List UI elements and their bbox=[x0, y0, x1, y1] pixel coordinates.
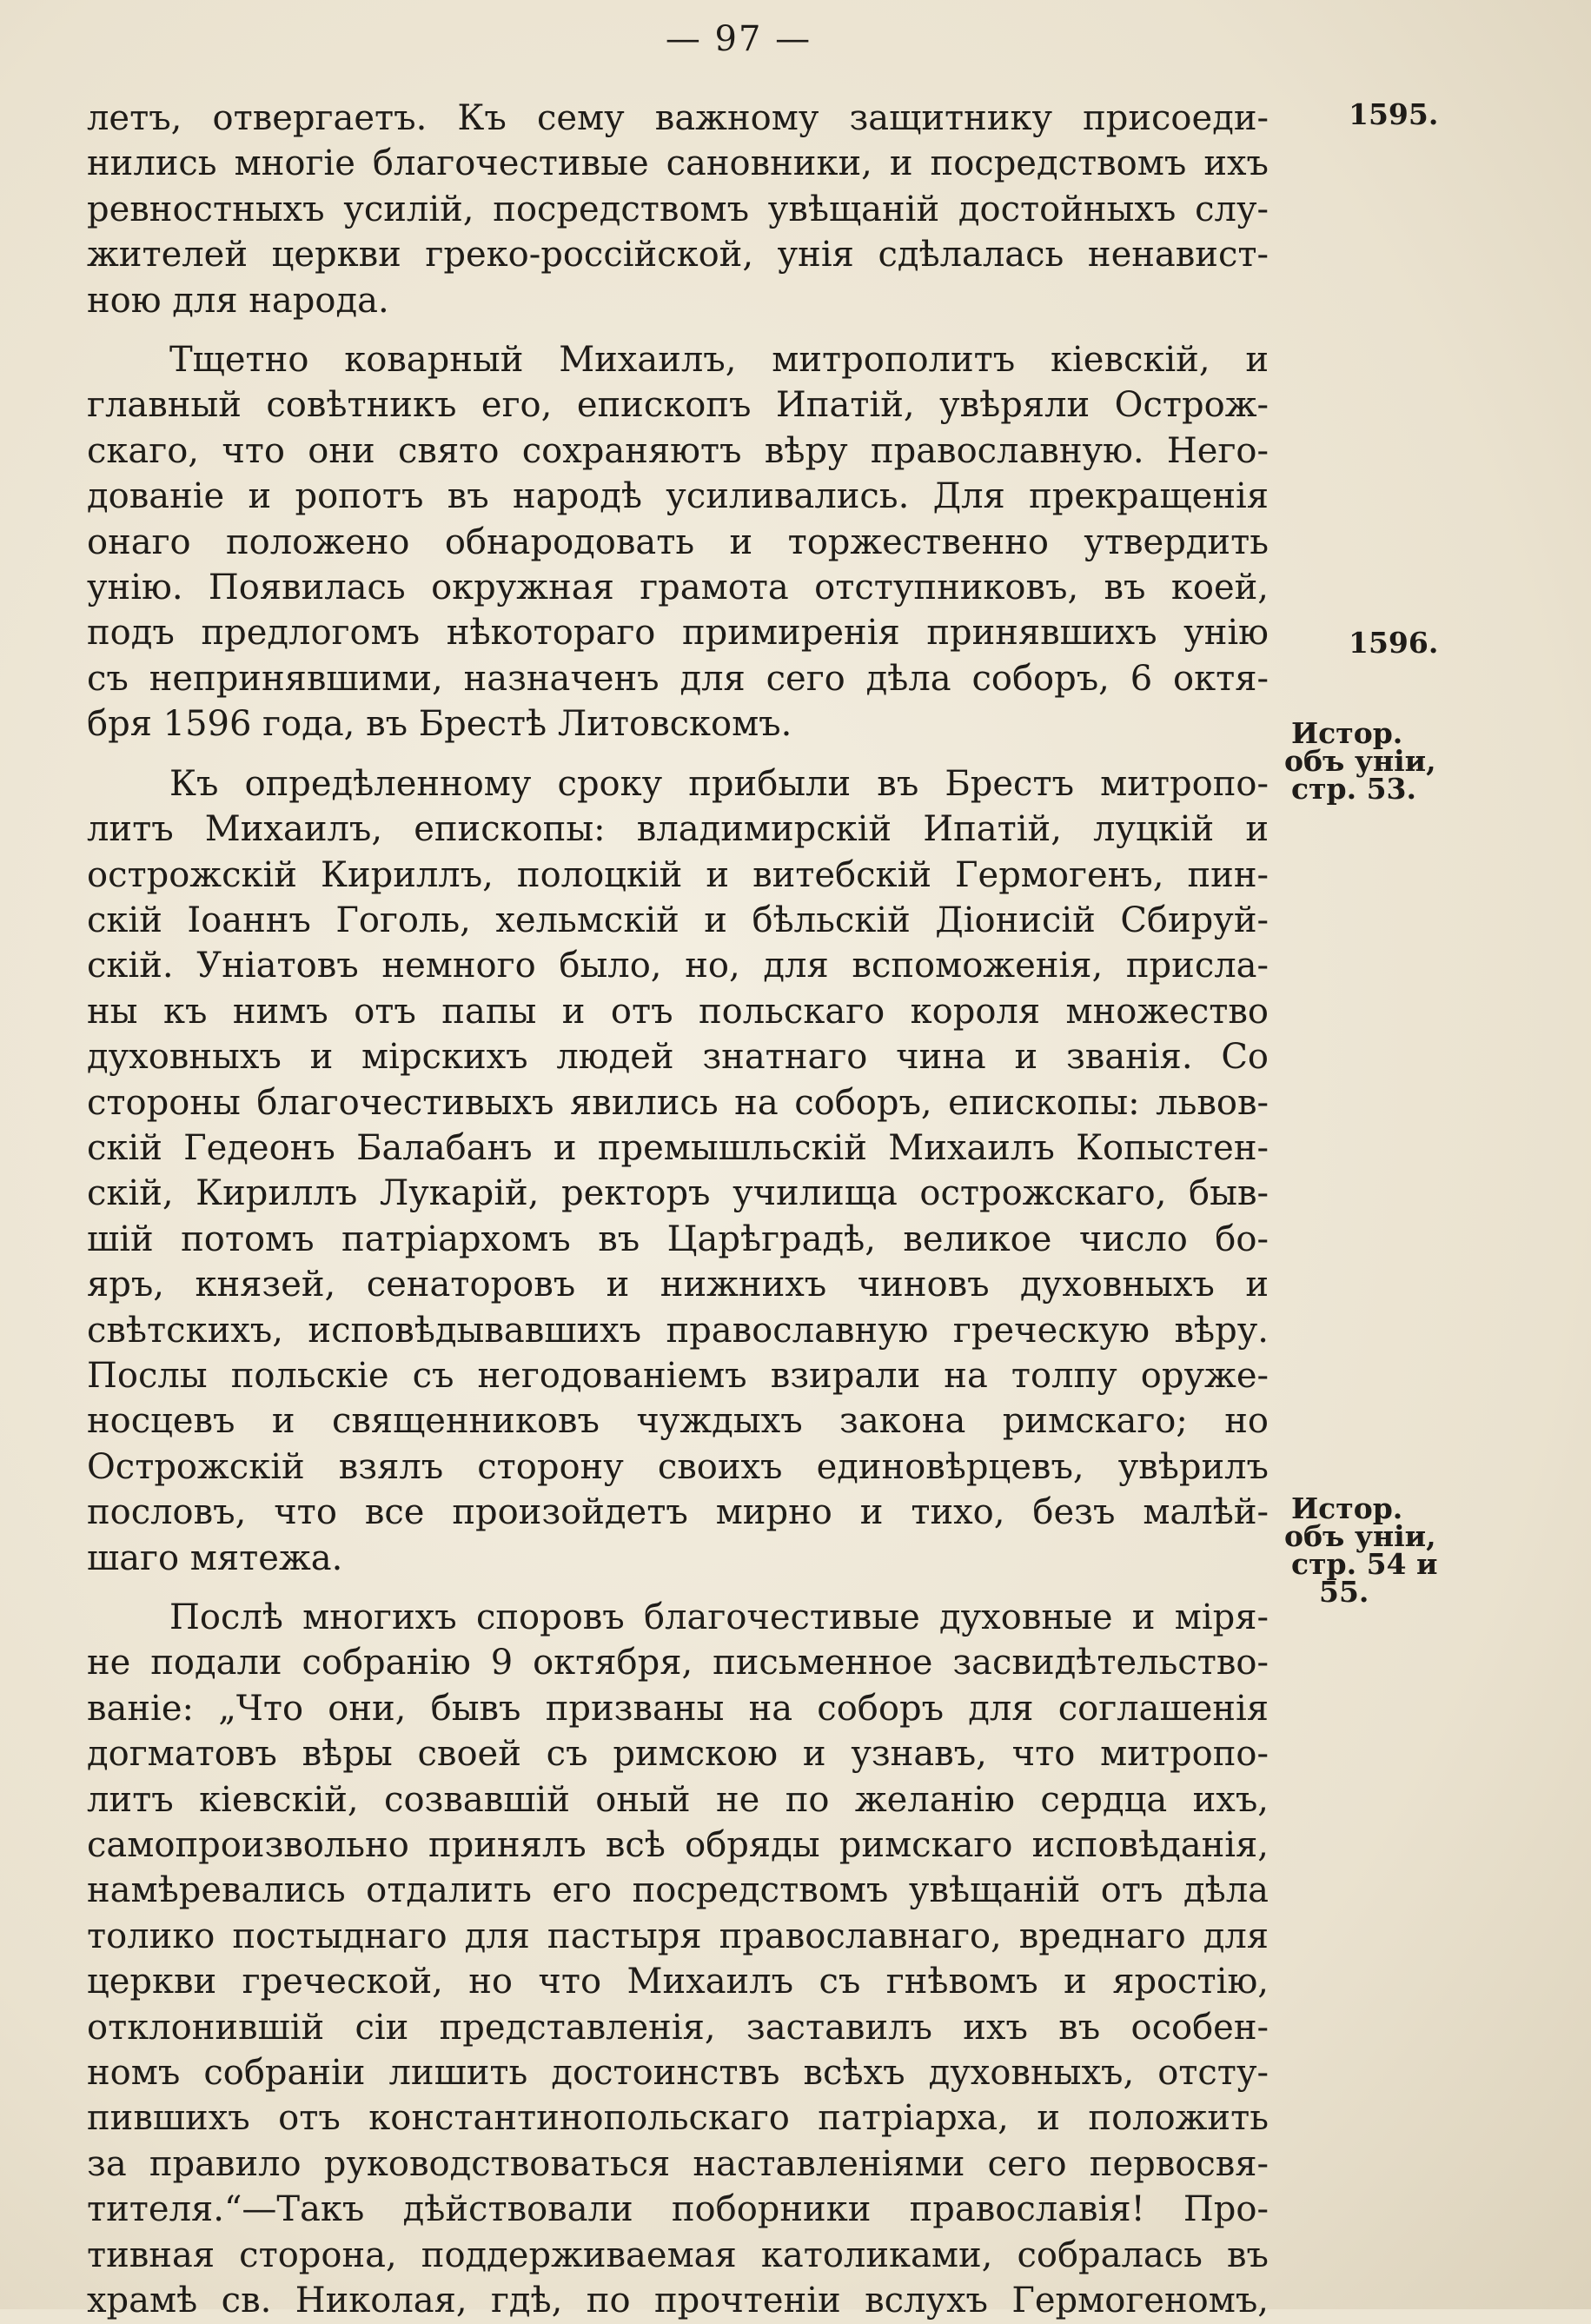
text-line: Послѣ многихъ споровъ благочестивые духовные и міря- bbox=[169, 1597, 1269, 1637]
text-line: самопроизвольно принялъ всѣ обряды римскаго исповѣданія, bbox=[87, 1825, 1269, 1866]
page-number: — 97 — bbox=[665, 19, 812, 59]
text-line: толико постыднаго для пастыря православнаго, вреднаго для bbox=[87, 1916, 1269, 1956]
text-line: шій потомъ патріархомъ въ Царѣградѣ, великое число бо- bbox=[87, 1218, 1269, 1259]
text-line: догматовъ вѣры своей съ римскою и узнавъ, что митропо- bbox=[87, 1734, 1269, 1775]
text-line: стороны благочестивыхъ явились на соборъ, епископы: львов- bbox=[87, 1082, 1269, 1123]
body-text bbox=[87, 96, 1269, 2324]
text-line: скій Іоаннъ Гоголь, хельмскій и бѣльскій Діонисій Сбируй- bbox=[87, 900, 1269, 940]
text-line: Послы польскіе съ негодованіемъ взирали на толпу оруже- bbox=[87, 1355, 1269, 1396]
text-line: ною для народа. bbox=[87, 280, 389, 321]
text-line: литъ Михаилъ, епископы: владимирскій Ипатій, луцкій и bbox=[87, 809, 1269, 850]
text-line: номъ собраніи лишить достоинствъ всѣхъ духовныхъ, отсту- bbox=[87, 2053, 1269, 2094]
text-line: не подали собранію 9 октября, письменное засвидѣтельство- bbox=[87, 1643, 1269, 1683]
text-line: за правило руководствоваться наставленіями сего первосвя- bbox=[87, 2143, 1269, 2184]
text-line: носцевъ и священниковъ чуждыхъ закона римскаго; но bbox=[87, 1401, 1269, 1442]
text-line: скій Гедеонъ Балабанъ и премышльскій Михаилъ Копыстен- bbox=[87, 1127, 1269, 1168]
text-line: унію. Появилась окружная грамота отступниковъ, въ коей, bbox=[87, 568, 1269, 608]
text-line: церкви греческой, но что Михаилъ съ гнѣвомъ и яростію, bbox=[87, 1962, 1269, 2002]
margin-reference-2 bbox=[1284, 1491, 1458, 1609]
text-line: скій. Уніатовъ немного было, но, для вспоможенія, присла- bbox=[87, 946, 1269, 986]
text-line: жителей церкви греко-россійской, унія сдѣлалась ненавист- bbox=[87, 235, 1269, 276]
text-line: скаго, что они свято сохраняютъ вѣру православную. Него- bbox=[87, 430, 1269, 471]
text-line: яръ, князей, сенаторовъ и нижнихъ чиновъ духовныхъ и bbox=[87, 1265, 1269, 1305]
text-line: ваніе: „Что они, бывъ призваны на соборъ для соглашенія bbox=[87, 1688, 1269, 1729]
text-line: бря 1596 года, въ Брестѣ Литовскомъ. bbox=[87, 704, 792, 745]
margin-reference-line: Истор. bbox=[1291, 1491, 1403, 1525]
margin-year-1595: 1595. bbox=[1349, 97, 1439, 131]
text-line: отклонившій сіи представленія, заставилъ ихъ въ особен- bbox=[87, 2007, 1269, 2048]
text-line: храмѣ св. Николая, гдѣ, по прочтеніи вслухъ Гермогеномъ, bbox=[87, 2281, 1269, 2321]
margin-reference-line: Истор. bbox=[1291, 716, 1403, 750]
text-line: пившихъ отъ константинопольскаго патріарха, и положить bbox=[87, 2098, 1269, 2139]
text-line: летъ, отвергаетъ. Къ сему важному защитнику присоеди- bbox=[87, 98, 1269, 138]
text-line: дованіе и ропотъ въ народѣ усиливались. Для прекращенія bbox=[87, 476, 1269, 517]
text-line: пословъ, что все произойдетъ мирно и тихо, безъ малѣй- bbox=[87, 1492, 1269, 1533]
margin-year-1596: 1596. bbox=[1349, 626, 1439, 660]
text-line: литъ кіевскій, созвавшій оный не по желанію сердца ихъ, bbox=[87, 1779, 1269, 1820]
text-line: скій, Кириллъ Лукарій, ректоръ училища острожскаго, быв- bbox=[87, 1173, 1269, 1214]
text-line: нились многіе благочестивые сановники, и посредствомъ ихъ bbox=[87, 143, 1269, 184]
text-line: тителя.“—Такъ дѣйствовали поборники православія! Про- bbox=[87, 2189, 1269, 2230]
text-line: онаго положено обнародовать и торжественно утвердить bbox=[87, 521, 1269, 562]
text-line: Острожскій взялъ сторону своихъ единовѣрцевъ, увѣрилъ bbox=[87, 1446, 1269, 1487]
margin-reference-line: объ уніи, bbox=[1284, 1519, 1436, 1553]
text-line: главный совѣтникъ его, епископъ Ипатій, увѣряли Острож- bbox=[87, 385, 1269, 426]
text-line: Къ опредѣленному сроку прибыли въ Брестъ митропо- bbox=[169, 763, 1269, 804]
margin-reference-line: стр. 53. bbox=[1291, 772, 1417, 806]
text-line: съ непринявшими, назначенъ для сего дѣла соборъ, 6 октя- bbox=[87, 658, 1269, 699]
text-line: тивная сторона, поддерживаемая католиками, собралась въ bbox=[87, 2234, 1269, 2275]
text-line: ревностныхъ усилій, посредствомъ увѣщаній достойныхъ слу- bbox=[87, 189, 1269, 229]
text-line: ны къ нимъ отъ папы и отъ польскаго короля множество bbox=[87, 991, 1269, 1032]
text-line: духовныхъ и мірскихъ людей знатнаго чина и званія. Со bbox=[87, 1037, 1269, 1078]
text-line: намѣревались отдалить его посредствомъ увѣщаній отъ дѣла bbox=[87, 1870, 1269, 1911]
margin-reference-line: объ уніи, bbox=[1284, 744, 1436, 778]
text-line: Тщетно коварный Михаилъ, митрополитъ кіевскій, и bbox=[169, 340, 1269, 381]
text-line: шаго мятежа. bbox=[87, 1537, 343, 1578]
text-line: подъ предлогомъ нѣкотораго примиренія принявшихъ унію bbox=[87, 613, 1269, 654]
text-line: острожскій Кириллъ, полоцкій и витебскій Гермогенъ, пин- bbox=[87, 854, 1269, 895]
margin-reference-line: стр. 54 и bbox=[1291, 1547, 1438, 1581]
margin-reference-1 bbox=[1284, 716, 1458, 806]
text-line: свѣтскихъ, исповѣдывавшихъ православную греческую вѣру. bbox=[87, 1310, 1269, 1351]
margin-reference-line: 55. bbox=[1319, 1575, 1369, 1609]
